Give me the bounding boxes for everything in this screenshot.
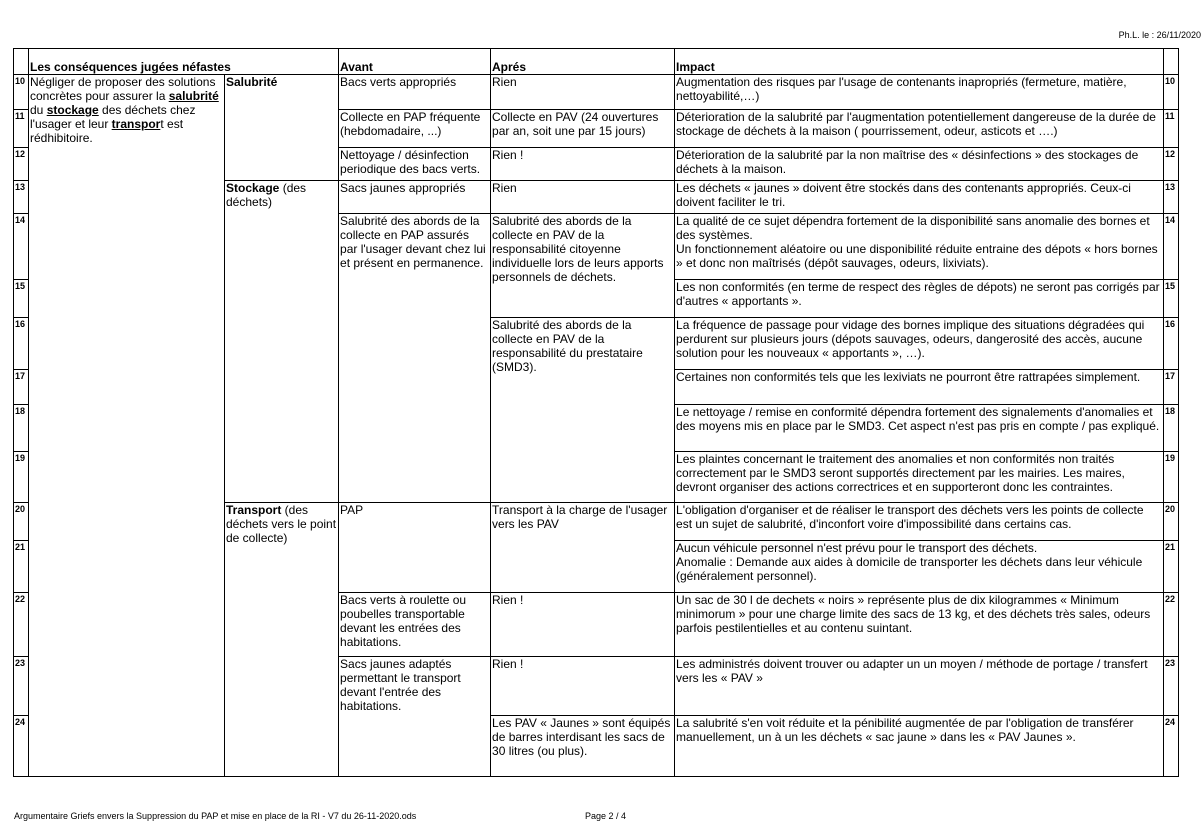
row-number-right: 10 <box>1164 75 1179 110</box>
impact-cell: La fréquence de passage pour vidage des bornes implique des situations dégradées qui perdurent sur plusieurs jours (dépots sauvages, odeurs, dangerosité des accès, aucune solution pour les nouveaux « apportants », …). <box>675 318 1164 370</box>
row-number-right: 11 <box>1164 110 1179 148</box>
impact-cell: Les non conformités (en terme de respect des règles de dépots) ne seront pas corrigés par d'autres « apportants ». <box>675 280 1164 318</box>
avant-cell: Sacs jaunes appropriés <box>339 181 491 214</box>
row-number-right: 20 <box>1164 503 1179 541</box>
apres-cell: Rien ! <box>491 657 675 716</box>
row-number-right: 16 <box>1164 318 1179 370</box>
keyword-stockage: stockage <box>46 103 99 117</box>
apres-cell: Les PAV « Jaunes » sont équipés de barres interdisant les sacs de 30 litres (ou plus). <box>491 716 675 777</box>
row-number-right: 12 <box>1164 148 1179 181</box>
avant-cell: Bacs verts appropriés <box>339 75 491 110</box>
row-number: 11 <box>14 110 29 148</box>
row-number: 15 <box>14 280 29 318</box>
row-number-right: 15 <box>1164 280 1179 318</box>
consequence-text: du <box>30 103 47 117</box>
row-number-right: 23 <box>1164 657 1179 716</box>
category-stockage <box>225 181 339 503</box>
apres-cell: Rien ! <box>491 593 675 657</box>
document-date: Ph.L. le : 26/11/2020 <box>1118 30 1201 40</box>
impact-cell <box>675 214 1164 280</box>
avant-cell: Nettoyage / désinfection periodique des bacs verts. <box>339 148 491 181</box>
row-number-right: 13 <box>1164 181 1179 214</box>
row-number-right: 18 <box>1164 405 1179 452</box>
impact-cell: Déterioration de la salubrité par l'augmentation potentiellement dangereuse de la durée de stockage de déchets à la maison ( pourrissement, odeur, asticots et ….) <box>675 110 1164 148</box>
impact-line: Anomalie : Demande aux aides à domicile de transporter les déchets dans leur véhicule (généralement personnel). <box>676 555 1143 583</box>
consequence-text: Négliger de proposer des solutions concrètes pour assurer la <box>30 75 216 103</box>
category-detail: (des déchets) <box>226 181 307 209</box>
header-apres: Aprés <box>491 49 675 75</box>
keyword-salubrite: salubrité <box>168 89 219 103</box>
category-label: Salubrité <box>226 75 278 89</box>
apres-cell: Rien <box>491 181 675 214</box>
category-transport <box>225 503 339 777</box>
row-number: 17 <box>14 370 29 405</box>
row-number-right: 19 <box>1164 452 1179 503</box>
avant-cell: PAP <box>339 503 491 593</box>
impact-line: Un fonctionnement aléatoire ou une disponibilité réduite entraine des dépots « hors bornes » et donc non maîtrisés (dépôt sauvages, odeurs, lixiviats). <box>676 242 1158 270</box>
table-header-row <box>14 49 1179 75</box>
row-number: 24 <box>14 716 29 777</box>
impact-line: La qualité de ce sujet dépendra fortement de la disponibilité sans anomalie des bornes et des systèmes. <box>676 214 1150 242</box>
header-consequences: Les conséquences jugées néfastes <box>29 49 339 75</box>
avant-cell: Sacs jaunes adaptés permettant le transport devant l'entrée des habitations. <box>339 657 491 777</box>
impact-cell: Le nettoyage / remise en conformité dépendra fortement des signalements d'anomalies et des moyens mis en place par le SMD3. Cet aspect n'est pas pris en compte / pas expliqué. <box>675 405 1164 452</box>
page-number: Page 2 / 4 <box>585 811 627 821</box>
category-label: Stockage <box>226 181 280 195</box>
impact-cell <box>675 541 1164 593</box>
category-label: Transport <box>226 503 282 517</box>
impact-cell: Augmentation des risques par l'usage de contenants inapropriés (fermeture, matière, nettoyabilité,…) <box>675 75 1164 110</box>
apres-cell: Rien ! <box>491 148 675 181</box>
consequence-text: t est rédhibitoire. <box>30 117 184 145</box>
row-number-header <box>14 49 29 75</box>
impact-cell: Les plaintes concernant le traitement des anomalies et non conformités non traités correctement par le SMD3 seront supportés directement par les mairies. Les maires, devront organiser des actions correctrices et en supporteront donc les contraintes. <box>675 452 1164 503</box>
row-number-right: 21 <box>1164 541 1179 593</box>
consequence-text: des déchets chez l'usager et leur <box>30 103 196 131</box>
avant-cell: Collecte en PAP fréquente (hebdomadaire, ...) <box>339 110 491 148</box>
apres-cell: Rien <box>491 75 675 110</box>
row-number: 13 <box>14 181 29 214</box>
apres-cell: Salubrité des abords de la collecte en PAV de la responsabilité du prestataire (SMD3). <box>491 318 675 503</box>
impact-cell: Les administrés doivent trouver ou adapter un un moyen / méthode de portage / transfert vers les « PAV » <box>675 657 1164 716</box>
row-number: 23 <box>14 657 29 716</box>
document-footer-title: Argumentaire Griefs envers la Suppression du PAP et mise en place de la RI - V7 du 26-11-2020.ods <box>14 811 417 821</box>
impact-cell: La salubrité s'en voit réduite et la pénibilité augmentée de par l'obligation de transférer manuellement, un à un les déchets « sac jaune » dans les « PAV Jaunes ». <box>675 716 1164 777</box>
row-number: 22 <box>14 593 29 657</box>
row-number: 21 <box>14 541 29 593</box>
row-number: 16 <box>14 318 29 370</box>
apres-cell: Salubrité des abords de la collecte en PAV de la responsabilité citoyenne individuelle lors de leurs apports personnels de déchets. <box>491 214 675 318</box>
impact-line: Aucun véhicule personnel n'est prévu pour le transport des déchets. <box>676 541 1038 555</box>
table-row <box>14 75 1179 110</box>
category-salubrite <box>225 75 339 181</box>
row-number-header-right <box>1164 49 1179 75</box>
row-number: 20 <box>14 503 29 541</box>
row-number: 12 <box>14 148 29 181</box>
apres-cell: Transport à la charge de l'usager vers les PAV <box>491 503 675 593</box>
header-avant: Avant <box>339 49 491 75</box>
header-impact: Impact <box>675 49 1164 75</box>
category-detail: (des déchets vers le point de collecte) <box>226 503 337 545</box>
avant-cell: Bacs verts à roulette ou poubelles transportable devant les entrées des habitations. <box>339 593 491 657</box>
consequences-table <box>13 48 1179 777</box>
impact-cell: Les déchets « jaunes » doivent être stockés dans des contenants appropriés. Ceux-ci doivent faciliter le tri. <box>675 181 1164 214</box>
row-number-right: 14 <box>1164 214 1179 280</box>
row-number: 18 <box>14 405 29 452</box>
consequence-description <box>29 75 225 777</box>
impact-cell: Un sac de 30 l de dechets « noirs » représente plus de dix kilogrammes « Minimum minimorum » pour une charge limite des sacs de 13 kg, et des déchets très sales, odeurs parfois pestilentielles et au contenu suintant. <box>675 593 1164 657</box>
keyword-transport: transpor <box>111 117 161 131</box>
impact-cell: L'obligation d'organiser et de réaliser le transport des déchets vers les points de collecte est un sujet de salubrité, d'inconfort voire d'impossibilité dans certains cas. <box>675 503 1164 541</box>
avant-cell: Salubrité des abords de la collecte en PAP assurés par l'usager devant chez lui et présent en permanence. <box>339 214 491 503</box>
row-number-right: 17 <box>1164 370 1179 405</box>
row-number-right: 22 <box>1164 593 1179 657</box>
row-number: 14 <box>14 214 29 280</box>
row-number: 10 <box>14 75 29 110</box>
row-number-right: 24 <box>1164 716 1179 777</box>
apres-cell: Collecte en PAV (24 ouvertures par an, soit une par 15 jours) <box>491 110 675 148</box>
impact-cell: Certaines non conformités tels que les lexiviats ne pourront être rattrapées simplement. <box>675 370 1164 405</box>
row-number: 19 <box>14 452 29 503</box>
impact-cell: Déterioration de la salubrité par la non maîtrise des « désinfections » des stockages de déchets à la maison. <box>675 148 1164 181</box>
